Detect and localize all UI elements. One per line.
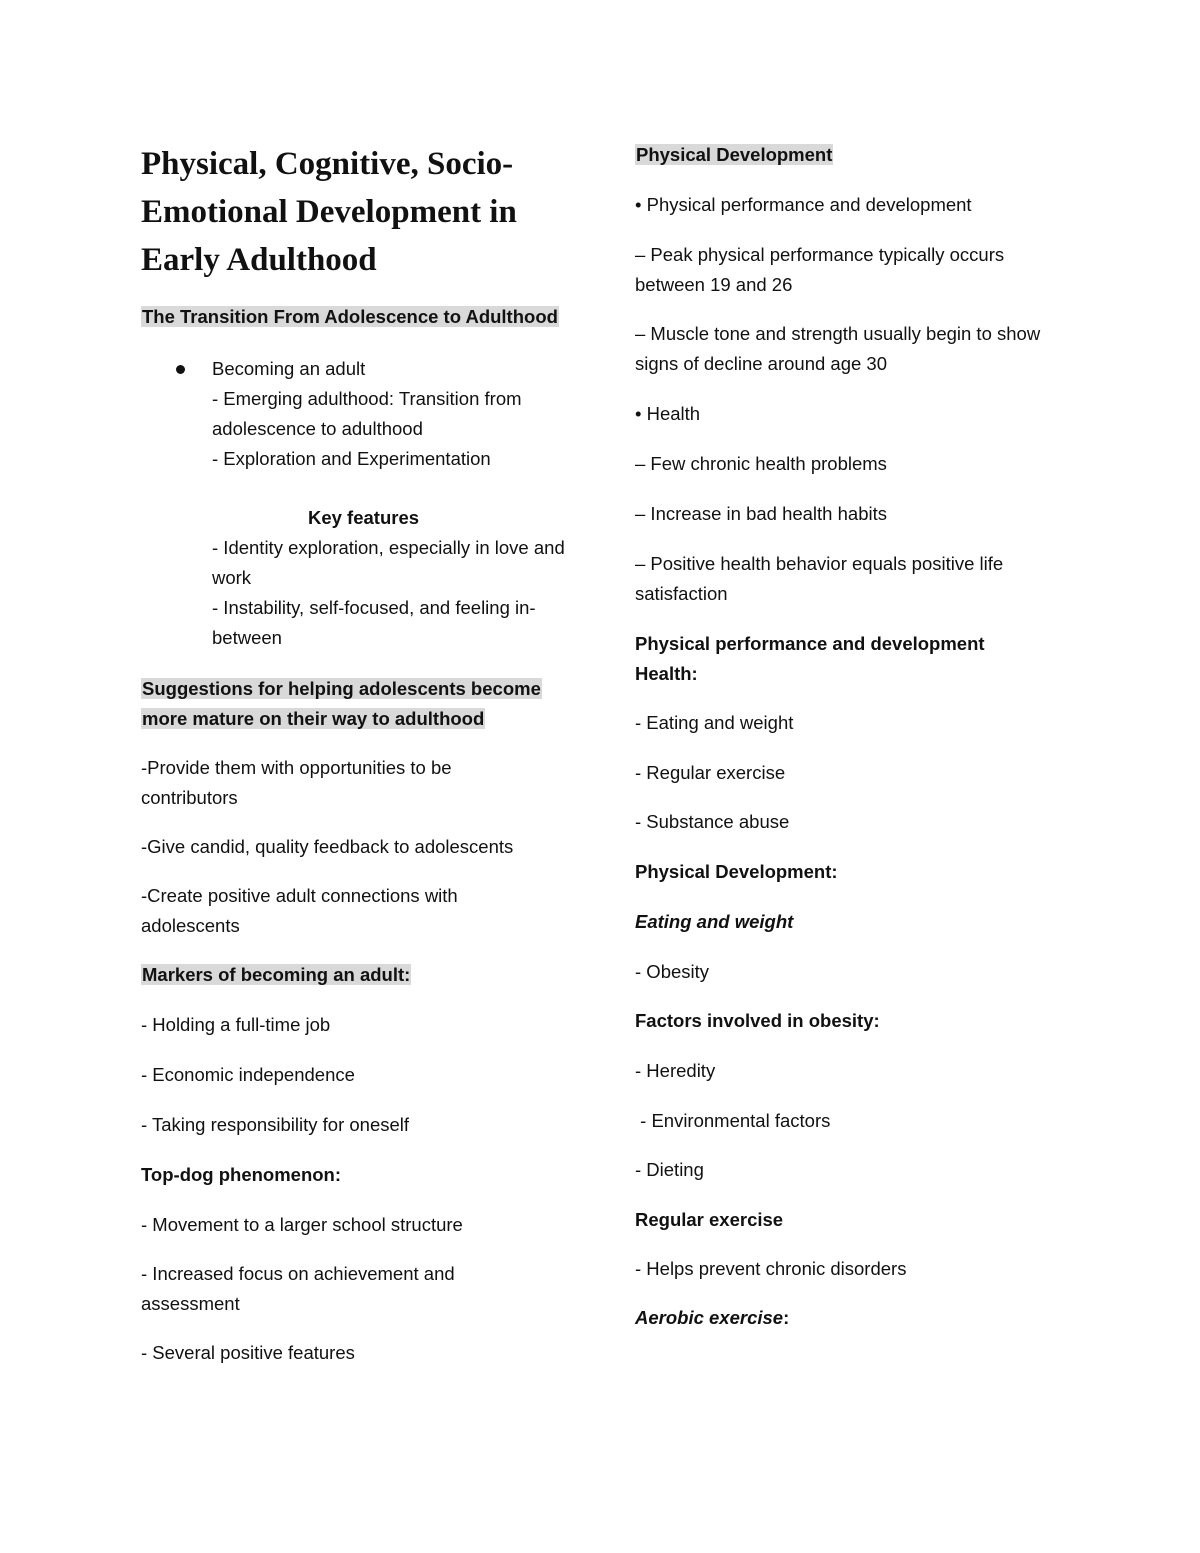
key-features-heading: Key features [307,507,420,528]
document-title: Physical, Cognitive, Socio-Emotional Development in Early Adulthood [141,146,517,278]
marker-item: - Taking responsibility for oneself [141,1114,410,1135]
topdog-heading: Top-dog phenomenon: [141,1164,342,1185]
suggestion-item: -Provide them with opportunities to be contributors [141,757,452,808]
markers-heading: Markers of becoming an adult: [142,964,411,985]
topdog-item: - Increased focus on achievement and assessment [141,1263,455,1314]
aerobic-exercise-heading: Aerobic exercise: [635,1307,790,1328]
eating-item: - Obesity [635,961,710,982]
performance-item: – Peak physical performance typically occurs between 19 and 26 [635,244,1005,295]
topdog-item: - Movement to a larger school structure [141,1214,463,1235]
left-column [141,140,571,1368]
regular-exercise-heading: Regular exercise [635,1209,784,1230]
bullet-icon [176,365,185,374]
right-column [635,140,1045,1333]
performance-health-item: - Eating and weight [635,712,794,733]
bullet-becoming-adult: Becoming an adult [141,354,571,384]
suggestion-item: -Create positive adult connections with adolescents [141,885,458,936]
transition-heading: The Transition From Adolescence to Adulthood [142,306,558,327]
performance-bullet: • Physical performance and development [635,194,972,215]
health-item: – Positive health behavior equals positive life satisfaction [635,553,1004,604]
performance-item: – Muscle tone and strength usually begin to show signs of decline around age 30 [635,323,1041,374]
factor-item: - Dieting [635,1159,704,1180]
physical-development-heading: Physical Development [636,144,833,165]
performance-health-item: - Regular exercise [635,762,786,783]
topdog-item: - Several positive features [141,1342,355,1363]
suggestions-heading: Suggestions for helping adolescents become more mature on their way to adulthood [142,678,541,729]
physical-development-subheading: Physical Development: [635,861,838,882]
performance-health-heading: Physical performance and development Health: [635,633,985,684]
performance-health-item: - Substance abuse [635,811,790,832]
factor-item: - Heredity [635,1060,716,1081]
factor-item: - Environmental factors [635,1110,831,1131]
health-item: – Increase in bad health habits [635,503,887,524]
marker-item: - Economic independence [141,1064,355,1085]
factors-heading: Factors involved in obesity: [635,1010,880,1031]
key-feature-identity: - Identity exploration, especially in love and work [212,537,565,588]
exercise-item: - Helps prevent chronic disorders [635,1258,907,1279]
health-bullet: • Health [635,403,701,424]
health-item: – Few chronic health problems [635,453,887,474]
eating-weight-heading: Eating and weight [635,911,794,932]
exploration-line: - Exploration and Experimentation [212,448,491,469]
emerging-adulthood-line: - Emerging adulthood: Transition from adolescence to adulthood [212,388,522,439]
key-feature-instability: - Instability, self-focused, and feeling in-between [212,597,536,648]
marker-item: - Holding a full-time job [141,1014,331,1035]
suggestion-item: -Give candid, quality feedback to adolescents [141,836,514,857]
